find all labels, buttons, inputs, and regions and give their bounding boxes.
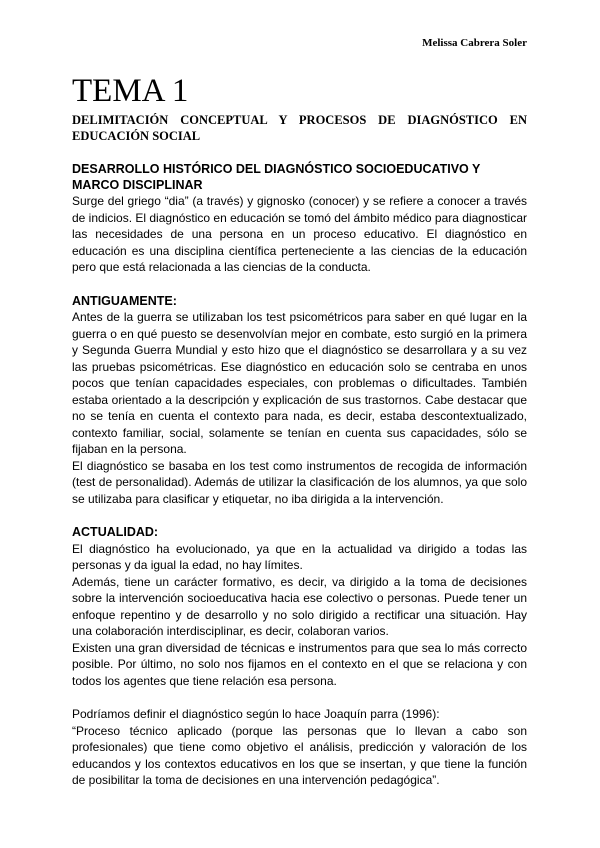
spacer	[72, 507, 527, 524]
section-heading-historical: DESARROLLO HISTÓRICO DEL DIAGNÓSTICO SOCIOEDUCATIVO Y MARCO DISCIPLINAR	[72, 162, 481, 192]
author-name: Melissa Cabrera Soler	[422, 37, 527, 49]
page-title: TEMA 1	[72, 73, 189, 109]
paragraph-definition-intro: Podríamos definir el diagnóstico según lo hace Joaquín parra (1996):	[72, 707, 440, 721]
page-subtitle: DELIMITACIÓN CONCEPTUAL Y PROCESOS DE DIAGNÓSTICO EN EDUCACIÓN SOCIAL	[72, 113, 527, 143]
spacer	[72, 276, 527, 293]
paragraph-antiguamente-1: Antes de la guerra se utilizaban los test psicométricos para saber en qué lugar en la guerra o en qué puesto se desenvolvían mejor en combate, esto surgió en la primera y Segunda Guerra Mundial y esto hizo que el diagnóstico se desarrollara y a su vez las pruebas psicométricas. Ese diagnóstico en educación solo se centraba en unos pocos que tenían capacidades especiales, con problemas o dificultades. También estaba orientado a la descripción y explicación de sus trastornos. Cabe destacar que no se tenía en cuenta el contexto para nada, es decir, estaba descontextualizado, contexto familiar, social, solamente se tenían en cuenta sus capacidades, sólo se fijaban en la persona.	[72, 310, 527, 456]
spacer	[72, 689, 527, 706]
section-heading-antiguamente: ANTIGUAMENTE:	[72, 293, 177, 308]
paragraph-antiguamente-2: El diagnóstico se basaba en los test como instrumentos de recogida de información (test de personalidad). Además de utilizar la clasificación de los alumnos, ya que solo se utilizaba para clasificar y etiquetar, no iba dirigida a la intervención.	[72, 458, 527, 506]
section-heading-actualidad: ACTUALIDAD:	[72, 525, 159, 539]
paragraph-definition-quote: “Proceso técnico aplicado (porque las personas que lo llevan a cabo son profesionales) que tiene como objetivo el análisis, predicción y valoración de los educandos y los contextos educativos en los que se insertan, y que tiene la función de posibilitar la toma de decisiones en una intervención pedagógica”.	[72, 723, 527, 787]
document-body	[72, 161, 527, 789]
paragraph-actualidad-2: Además, tiene un carácter formativo, es decir, va dirigido a la toma de decisiones sobre la intervención socioeducativa hacia ese colectivo o personas. Puede tener un enfoque repentino y de desarrollo y no solo dirigido a rectificar una situación. Hay una colaboración interdisciplinar, es decir, colaboran varios.	[72, 574, 527, 638]
paragraph-actualidad-1: El diagnóstico ha evolucionado, ya que en la actualidad va dirigido a todas las personas y da igual la edad, no hay límites.	[72, 541, 527, 572]
paragraph-definition: Surge del griego “dia” (a través) y gignosko (conocer) y se refiere a conocer a través de indicios. El diagnóstico en educación se tomó del ámbito médico para diagnosticar las necesidades de una persona en un proceso educativo. El diagnóstico en educación es una disciplina científica perteneciente a las ciencias de la educación pero que está relacionada a las ciencias de la conducta.	[72, 194, 527, 274]
paragraph-actualidad-3: Existen una gran diversidad de técnicas e instrumentos para que sea lo más correcto posible. Por último, no solo nos fijamos en el contexto en el que se relaciona y con todos los agentes que tiene relación esa persona.	[72, 640, 527, 688]
